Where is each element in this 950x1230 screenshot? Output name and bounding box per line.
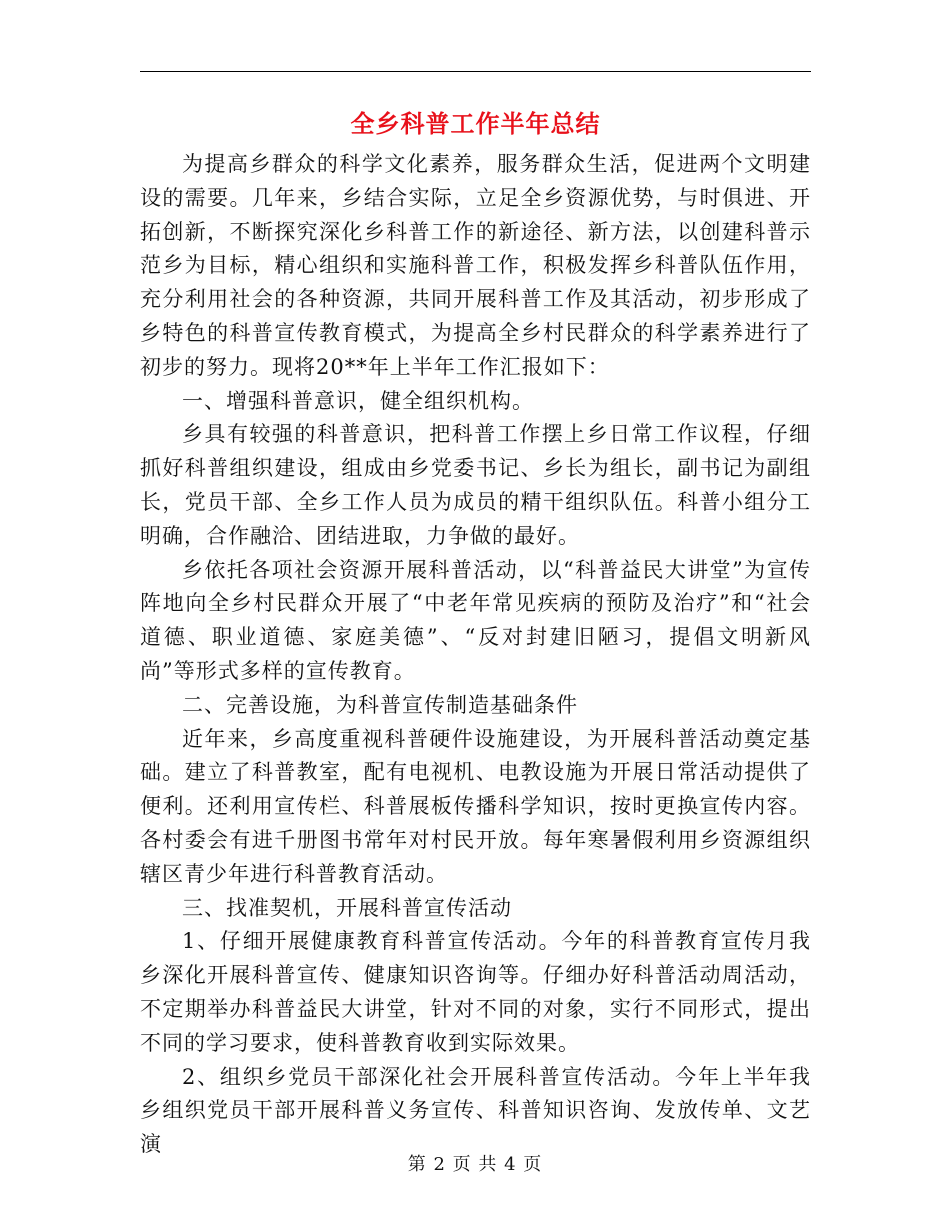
page-footer: 第 2 页 共 4 页 — [407, 1154, 543, 1175]
document-body — [140, 148, 811, 1162]
paragraph-facilities: 近年来，乡高度重视科普硬件设施建设，为开展科普活动奠定基础。建立了科普教室，配有电视机、电教设施为开展日常活动提供了便利。还利用宣传栏、科普展板传播科学知识，按时更换宣传内容。各村委会有进千册图书常年对村民开放。每年寒暑假利用乡资源组织辖区青少年进行科普教育活动。 — [140, 726, 811, 886]
paragraph-health-education: 1、仔细开展健康教育科普宣传活动。今年的科普教育宣传月我乡深化开展科普宣传、健康知识咨询等。仔细办好科普活动周活动，不定期举办科普益民大讲堂，针对不同的对象，实行不同形式，提出不同的学习要求，使科普教育收到实际效果。 — [140, 929, 811, 1055]
paragraph-resources: 乡依托各项社会资源开展科普活动，以“科普益民大讲堂”为宣传阵地向全乡村民群众开展了“中老年常见疾病的预防及治疗”和“社会道德、职业道德、家庭美德”、“反对封建旧陋习，提倡文明新风尚”等形式多样的宣传教育。 — [140, 557, 811, 683]
paragraph-intro: 为提高乡群众的科学文化素养，服务群众生活，促进两个文明建设的需要。几年来，乡结合实际，立足全乡资源优势，与时俱进、开拓创新，不断探究深化乡科普工作的新途径、新方法，以创建科普示范乡为目标，精心组织和实施科普工作，积极发挥乡科普队伍作用，充分利用社会的各种资源，共同开展科普工作及其活动，初步形成了乡特色的科普宣传教育模式，为提高全乡村民群众的科学素养进行了初步的努力。现将20**年上半年工作汇报如下： — [140, 152, 811, 379]
header-rule — [140, 71, 811, 72]
paragraph-party-members: 2、组织乡党员干部深化社会开展科普宣传活动。今年上半年我乡组织党员干部开展科普义务宣传、科普知识咨询、发放传单、文艺演 — [140, 1064, 811, 1157]
document-title: 全乡科普工作半年总结 — [350, 109, 601, 138]
section-heading-2: 二、完善设施，为科普宣传制造基础条件 — [182, 692, 578, 717]
paragraph-organization: 乡具有较强的科普意识，把科普工作摆上乡日常工作议程，仔细抓好科普组织建设，组成由乡党委书记、乡长为组长，副书记为副组长，党员干部、全乡工作人员为成员的精干组织队伍。科普小组分工明确，合作融洽、团结进取，力争做的最好。 — [140, 422, 811, 548]
section-heading-3: 三、找准契机，开展科普宣传活动 — [182, 895, 512, 920]
section-heading-1: 一、增强科普意识，健全组织机构。 — [182, 388, 534, 413]
